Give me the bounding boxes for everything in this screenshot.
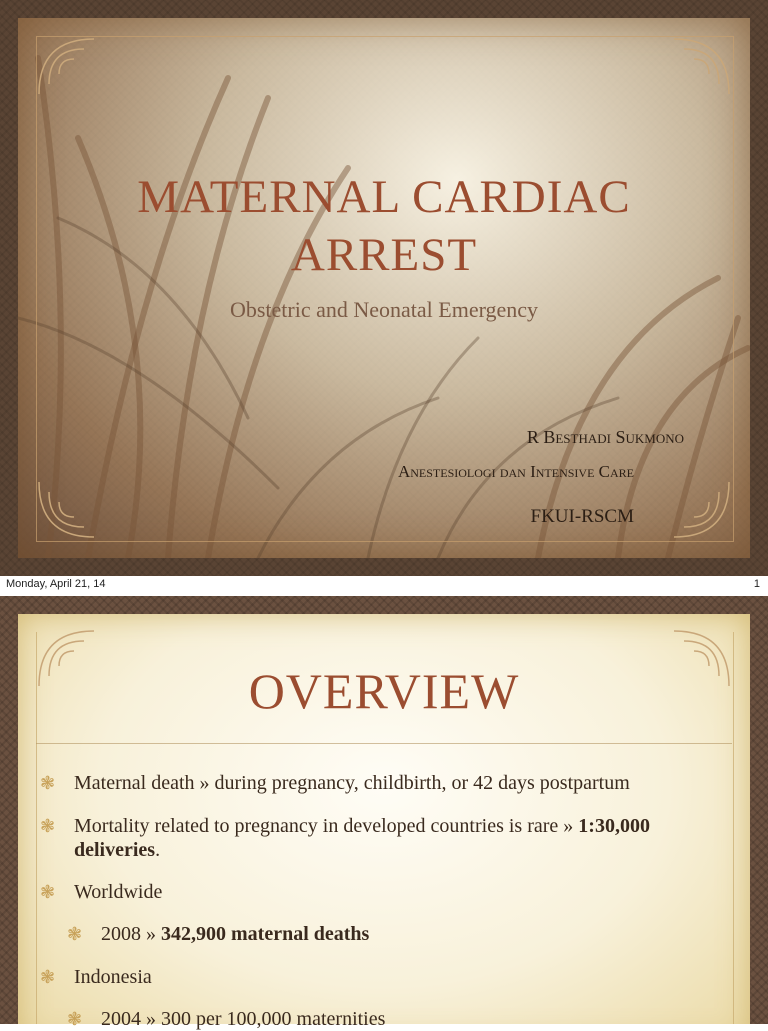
footer-date: Monday, April 21, 14	[6, 578, 106, 590]
ornament-flower-icon: ❃	[67, 924, 83, 944]
bullet-text: 2004 » 300 per 100,000 maternities	[101, 1008, 386, 1030]
bullet-text: Maternal death » during pregnancy, childbirth, or 42 days postpartum	[74, 772, 630, 794]
bullet-text: Worldwide	[74, 881, 163, 903]
bullet-emphasis: 342,900 maternal deaths	[161, 923, 370, 945]
bullet-text: Indonesia	[74, 966, 152, 988]
bullet-text: .	[155, 839, 161, 861]
author-name: R Besthadi Sukmono	[526, 427, 684, 447]
ornament-flower-icon: ❃	[40, 773, 56, 793]
overview-slide	[0, 596, 768, 1024]
page-footer	[0, 576, 768, 594]
sub-bullet-item	[67, 1007, 386, 1031]
bullet-emphasis: 1:30,000	[578, 815, 650, 837]
ornament-flower-icon: ❃	[40, 967, 56, 987]
slide-title	[60, 168, 708, 284]
slide-title-line: MATERNAL CARDIAC	[137, 171, 631, 223]
sub-bullet-item	[67, 922, 370, 946]
bullet-item	[40, 965, 152, 989]
corner-flourish-icon	[34, 34, 104, 104]
corner-flourish-icon	[34, 472, 104, 542]
page-number: 1	[753, 578, 760, 590]
bullet-text: Mortality related to pregnancy in developed countries is rare »	[74, 815, 579, 837]
ornament-flower-icon: ❃	[40, 882, 56, 902]
slide-title: OVERVIEW	[248, 663, 520, 719]
ornament-flower-icon: ❃	[67, 1009, 83, 1029]
institution-name: FKUI-RSCM	[530, 506, 634, 527]
bullet-emphasis: deliveries	[74, 839, 156, 861]
title-divider	[36, 743, 732, 744]
ornament-flower-icon: ❃	[40, 816, 56, 836]
bullet-item	[40, 880, 163, 904]
slide-subtitle: Obstetric and Neonatal Emergency	[229, 297, 539, 322]
bullet-text: 2008 »	[101, 923, 161, 945]
department-name: Anestesiologi dan Intensive Care	[397, 462, 634, 481]
slide-title-line: ARREST	[290, 229, 478, 281]
bullet-item	[40, 814, 724, 862]
bullet-item	[40, 771, 630, 795]
corner-flourish-icon	[664, 34, 734, 104]
corner-flourish-icon	[664, 472, 734, 542]
